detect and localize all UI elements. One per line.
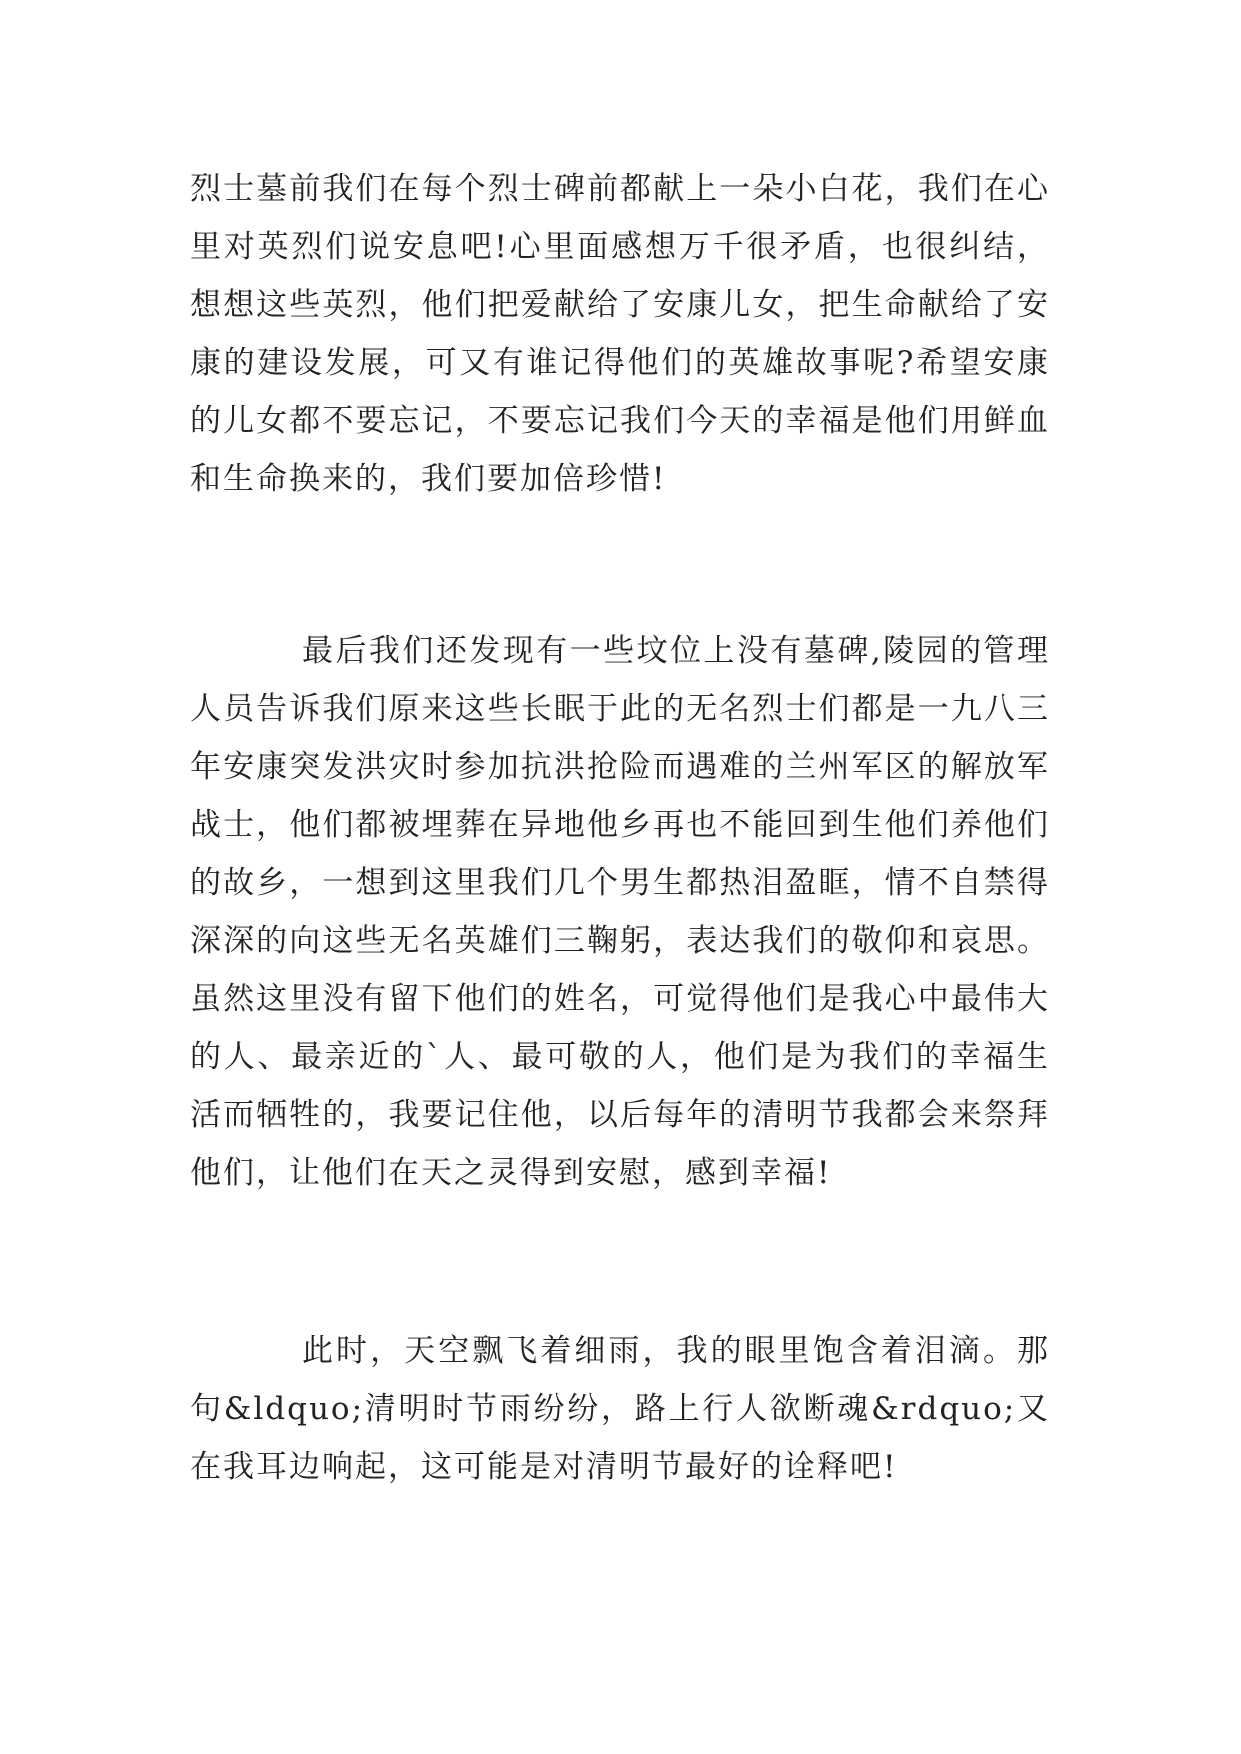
paragraph-drizzle: 此时，天空飘飞着细雨，我的眼里饱含着泪滴。那句&ldquo;清明时节雨纷纷，路上行人欲断魂&rdquo;又在我耳边响起，这可能是对清明节最好的诠释吧! [190,1333,1050,1485]
paragraph-unnamed-martyrs: 最后我们还发现有一些坟位上没有墓碑,陵园的管理人员告诉我们原来这些长眠于此的无名烈士们都是一九八三年安康突发洪灾时参加抗洪抢险而遇难的兰州军区的解放军战士，他们都被埋葬在异地他乡再也不能回到生他们养他们的故乡，一想到这里我们几个男生都热泪盈眶，情不自禁得深深的向这些无名英雄们三鞠躬，表达我们的敬仰和哀思。虽然这里没有留下他们的姓名，可觉得他们是我心中最伟大的人、最亲近的`人、最可敬的人，他们是为我们的幸福生活而牺牲的，我要记住他，以后每年的清明节我都会来祭拜他们，让他们在天之灵得到安慰，感到幸福! [190,633,1050,1191]
paragraph-martyrs-tomb: 烈士墓前我们在每个烈士碑前都献上一朵小白花，我们在心里对英烈们说安息吧!心里面感想万千很矛盾，也很纠结，想想这些英烈，他们把爱献给了安康儿女，把生命献给了安康的建设发展，可又有谁记得他们的英雄故事呢?希望安康的儿女都不要忘记，不要忘记我们今天的幸福是他们用鲜血和生命换来的，我们要加倍珍惜! [190,171,1050,497]
